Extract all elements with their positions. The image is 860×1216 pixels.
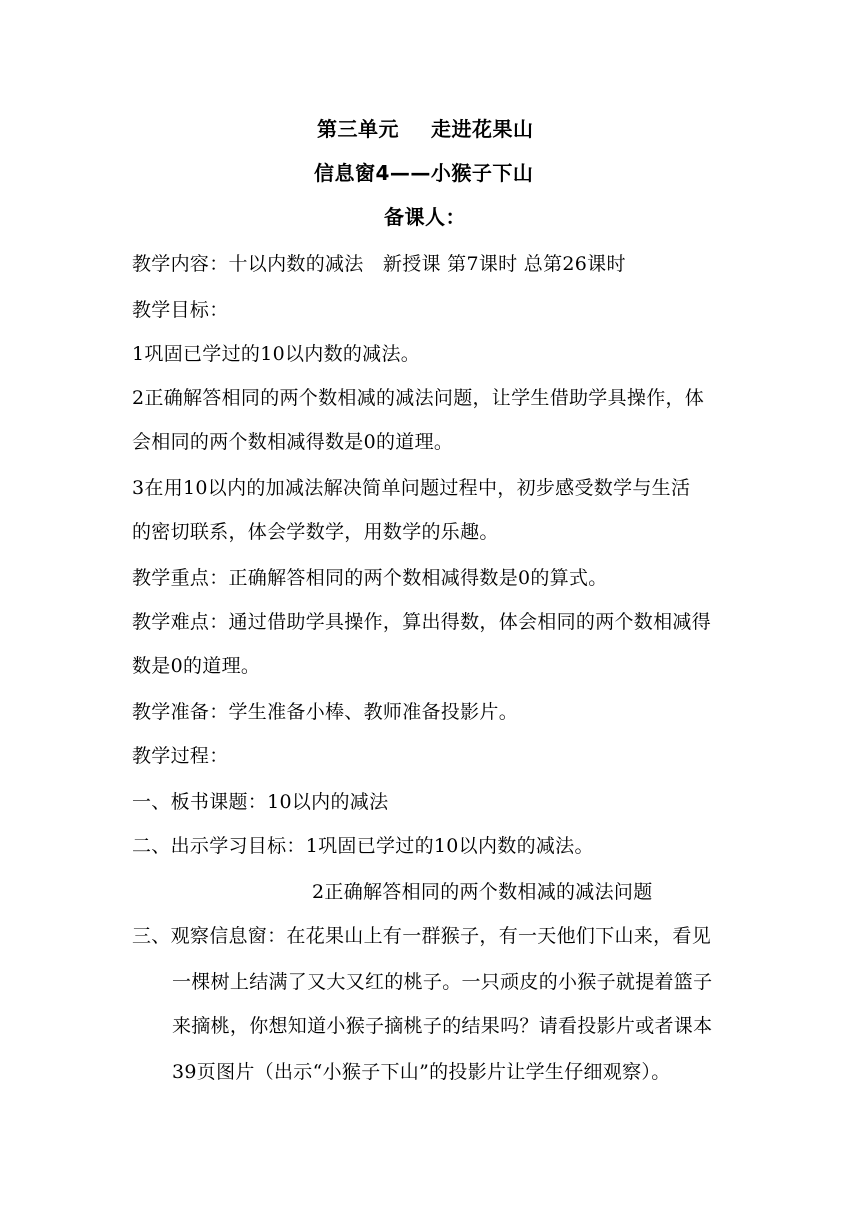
step-2-line-1: 二、出示学习目标：1巩固已学过的10以内数的减法。: [132, 835, 594, 857]
step-3-line-3: 来摘桃，你想知道小猴子摘桃子的结果吗？请看投影片或者课本: [172, 1015, 713, 1037]
goal-2-line-1: 2正确解答相同的两个数相减的减法问题，让学生借助学具操作，体: [132, 387, 705, 409]
difficulty-line-1: 教学难点：通过借助学具操作，算出得数，体会相同的两个数相减得: [132, 611, 712, 633]
process-heading: 教学过程：: [132, 745, 229, 767]
step-3-line-1: 三、观察信息窗：在花果山上有一群猴子，有一天他们下山来，看见: [132, 925, 712, 947]
lesson-title: 信息窗4——小猴子下山: [314, 161, 534, 185]
preparer-label: 备课人：: [384, 205, 466, 229]
step-2-line-2: 2正确解答相同的两个数相减的减法问题: [312, 881, 653, 903]
step-3-line-4: 39页图片（出示“小猴子下山”的投影片让学生仔细观察）。: [172, 1061, 671, 1083]
preparation: 教学准备：学生准备小棒、教师准备投影片。: [132, 701, 519, 723]
difficulty-line-2: 数是0的道理。: [132, 655, 261, 677]
step-3-line-2: 一棵树上结满了又大又红的桃子。一只顽皮的小猴子就提着篮子: [172, 971, 713, 993]
step-1: 一、板书课题：10以内的减法: [132, 791, 389, 813]
goal-1: 1巩固已学过的10以内数的减法。: [132, 343, 421, 365]
goal-3-line-2: 的密切联系，体会学数学，用数学的乐趣。: [132, 521, 499, 543]
unit-name: 走进花果山: [431, 117, 534, 141]
unit-title: [317, 117, 534, 141]
goals-heading: 教学目标：: [132, 299, 229, 321]
goal-2-line-2: 会相同的两个数相减得数是0的道理。: [132, 431, 454, 453]
key-point: 教学重点：正确解答相同的两个数相减得数是0的算式。: [132, 567, 608, 589]
teaching-content: 教学内容：十以内数的减法 新授课 第7课时 总第26课时: [132, 253, 626, 275]
unit-number: 第三单元: [317, 117, 399, 141]
goal-3-line-1: 3在用10以内的加减法解决简单问题过程中，初步感受数学与生活: [132, 477, 691, 499]
